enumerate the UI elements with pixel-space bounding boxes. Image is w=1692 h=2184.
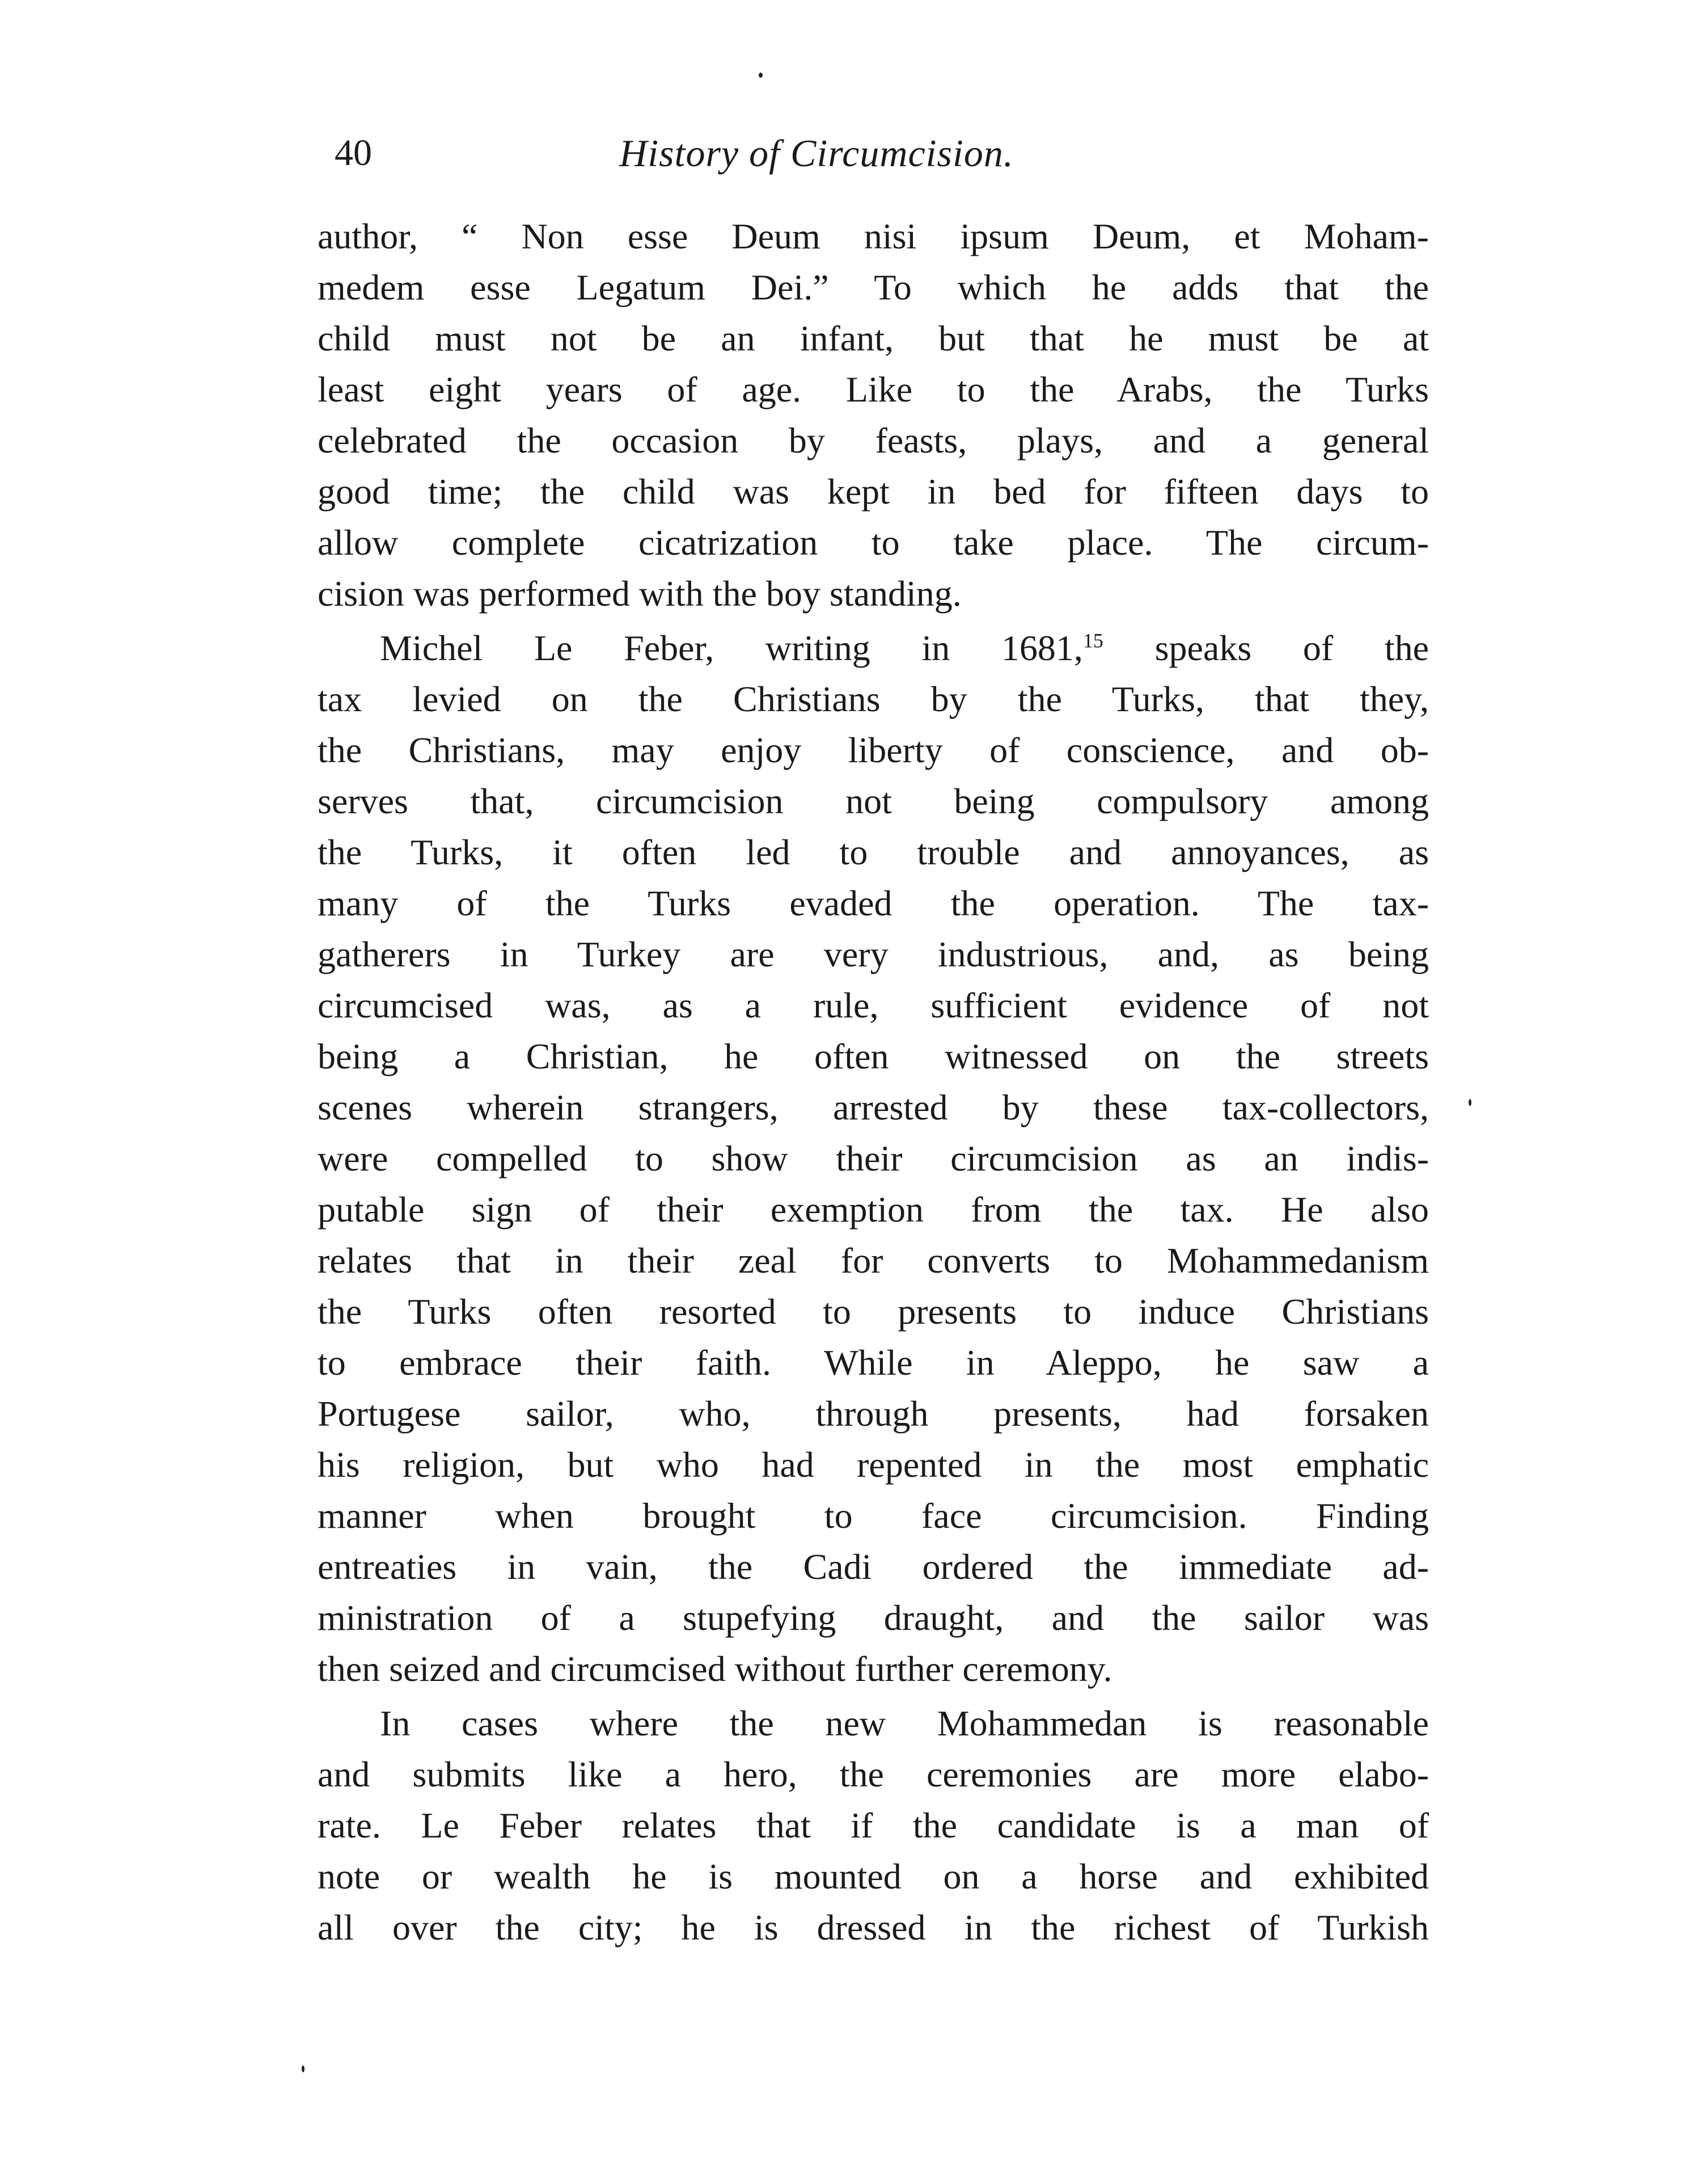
text-line: relates that in their zeal for converts to Mohammedanism: [318, 1240, 1429, 1281]
scan-speck: [1469, 1099, 1471, 1106]
text-line: In cases where the new Mohammedan is reasonable: [380, 1703, 1429, 1743]
text-line: to embrace their faith. While in Aleppo, he saw a: [318, 1342, 1429, 1383]
footnote-reference: 15: [1082, 629, 1103, 652]
text-line: medem esse Legatum Dei.” To which he adds that the: [318, 267, 1429, 307]
text-line: cision was performed with the boy standing.: [318, 573, 962, 614]
text-line: gatherers in Turkey are very industrious, and, as being: [318, 934, 1429, 974]
text-line-with-footnote: [318, 623, 1429, 674]
page-header: [335, 122, 1174, 184]
text-line: celebrated the occasion by feasts, plays, and a general: [318, 420, 1429, 461]
text-line: note or wealth he is mounted on a horse and exhibited: [318, 1856, 1429, 1896]
text-line: rate. Le Feber relates that if the candidate is a man of: [318, 1805, 1429, 1845]
text-line: manner when brought to face circumcision. Finding: [318, 1496, 1429, 1536]
text-line: tax levied on the Christians by the Turks, that they,: [318, 679, 1429, 719]
text-line: were compelled to show their circumcision as an indis-: [318, 1138, 1429, 1178]
text-line: entreaties in vain, the Cadi ordered the immediate ad-: [318, 1547, 1429, 1587]
text-line: good time; the child was kept in bed for fifteen days to: [318, 471, 1429, 512]
text-line: the Turks often resorted to presents to induce Christians: [318, 1291, 1429, 1332]
text-line: his religion, but who had repented in the most emphatic: [318, 1444, 1429, 1485]
running-title: History of Circumcision.: [619, 132, 1014, 175]
text-line: serves that, circumcision not being compulsory among: [318, 781, 1429, 821]
paragraph-2: [318, 623, 1429, 1695]
text-line: being a Christian, he often witnessed on the streets: [318, 1036, 1429, 1076]
scan-speck: [302, 2065, 304, 2072]
text-line: circumcised was, as a rule, sufficient evidence of not: [318, 985, 1429, 1025]
text-line: then seized and circumcised without further ceremony.: [318, 1649, 1113, 1689]
text-line: least eight years of age. Like to the Arabs, the Turks: [318, 369, 1429, 409]
text-line: allow complete cicatrization to take place. The circum-: [318, 522, 1429, 563]
text-line: the Turks, it often led to trouble and annoyances, as: [318, 832, 1429, 872]
paragraph-1: [318, 211, 1429, 619]
text-line: Portugese sailor, who, through presents, had forsaken: [318, 1393, 1429, 1434]
text-fragment: speaks of the: [1103, 628, 1429, 668]
text-line: scenes wherein strangers, arrested by these tax-collectors,: [318, 1087, 1429, 1127]
body-text: [318, 211, 1429, 1953]
text-line: and submits like a hero, the ceremonies are more elabo-: [318, 1754, 1429, 1794]
text-line: child must not be an infant, but that he must be at: [318, 318, 1429, 358]
paragraph-3: [318, 1698, 1429, 1953]
page-number: 40: [335, 132, 372, 174]
text-line: author, “ Non esse Deum nisi ipsum Deum, et Moham-: [318, 216, 1429, 256]
text-line: the Christians, may enjoy liberty of conscience, and ob-: [318, 730, 1429, 770]
scan-speck: [759, 73, 763, 78]
text-line: all over the city; he is dressed in the richest of Turkish: [318, 1907, 1429, 1948]
text-line: many of the Turks evaded the operation. The tax-: [318, 883, 1429, 923]
text-line: ministration of a stupefying draught, and the sailor was: [318, 1598, 1429, 1638]
text-line: putable sign of their exemption from the tax. He also: [318, 1189, 1429, 1230]
text-fragment: Michel Le Feber, writing in 1681,: [380, 628, 1083, 668]
